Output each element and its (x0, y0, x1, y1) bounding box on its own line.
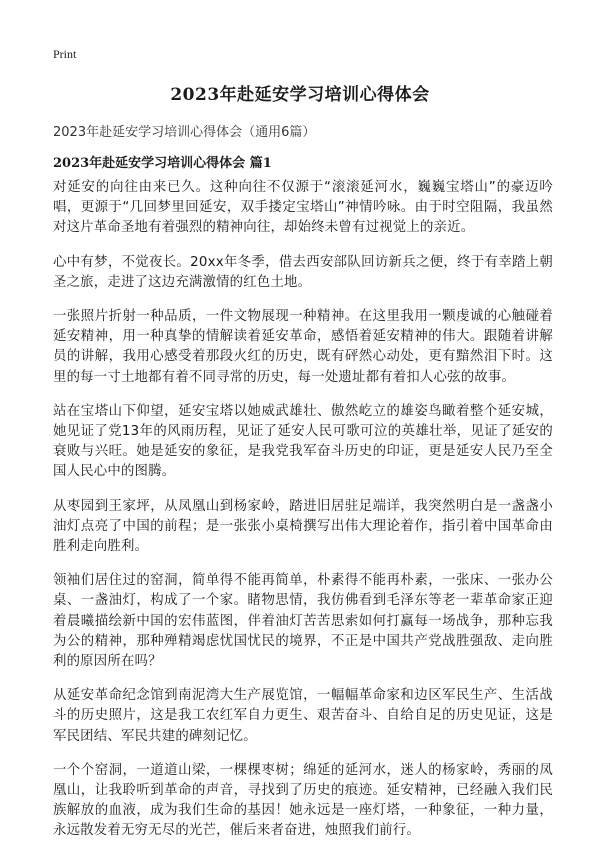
page-title: 2023年赴延安学习培训心得体会 (170, 85, 430, 105)
paragraph: 心中有梦，不觉夜长。20xx年冬季，借去西安部队回访新兵之便，终于有幸踏上朝圣之旅，走进了这边充满激情的红色土地。 (53, 254, 553, 290)
print-link[interactable]: Print (53, 47, 77, 61)
paragraph: 领袖们居住过的窑洞，简单得不能再简单，朴素得不能再朴素，一张床、一张办公桌、一盏油灯，构成了一个家。睹物思情，我仿佛看到毛泽东等老一辈革命家正迎着晨曦描绘新中国的宏伟蓝图，伴着油灯苦苦思索如何打赢每一场战争，那种忘我为公的精神，那种殚精竭虑忧国忧民的境界，不正是中国共产党战胜强敌、走向胜利的原因所在吗？ (53, 573, 553, 670)
section-heading: 2023年赴延安学习培训心得体会 篇1 (53, 156, 272, 171)
paragraph: 从枣园到王家坪，从凤凰山到杨家岭，踏进旧居驻足端详，我突然明白是一盏盏小油灯点亮了中国的前程；是一张张小桌椅撰写出伟大理论着作，指引着中国革命由胜利走向胜利。 (53, 498, 553, 555)
paragraph: 站在宝塔山下仰望，延安宝塔以她威武雄壮、傲然屹立的雄姿鸟瞰着整个延安城，她见证了党13年的风雨历程，见证了延安人民可歌可泣的英雄壮举，见证了延安的衰败与兴旺。她是延安的象征，是我党我军奋斗历史的印证，更是延安人民乃至全国人民心中的图腾。 (53, 403, 553, 480)
article-body (53, 178, 553, 856)
paragraph: 对延安的向往由来已久。这种向往不仅源于“滚滚延河水，巍巍宝塔山”的豪迈吟唱，更源于“几回梦里回延安，双手搂定宝塔山”神情吟咏。由于时空阻隔，我虽然对这片革命圣地有着强烈的精神向往，却始终未曾有过视觉上的亲近。 (53, 180, 553, 236)
document-subtitle: 2023年赴延安学习培训心得体会（通用6篇） (53, 125, 316, 140)
paragraph: 一张照片折射一种品质，一件文物展现一种精神。在这里我用一颗虔诚的心触碰着延安精神，用一种真挚的情解读着延安革命，感悟着延安精神的伟大。跟随着讲解员的讲解，我用心感受着那段火红的历史，既有砰然心动处，更有黯然泪下时。这里的每一寸土地都有着不同寻常的历史，每一处遗址都有着扣人心弦的故事。 (53, 309, 553, 385)
paragraph: 从延安革命纪念馆到南泥湾大生产展览馆，一幅幅革命家和边区军民生产、生活战斗的历史照片，这是我工农红军自力更生、艰苦奋斗、自给自足的历史见证，这是军民团结、军民共建的碑刻记忆。 (53, 688, 553, 744)
paragraph: 一个个窑洞，一道道山梁，一棵棵枣树；绵延的延河水，迷人的杨家岭，秀丽的凤凰山，让我聆听到革命的声音，寻找到了历史的痕迹。延安精神，已经融入我们民族解放的血液，成为我们生命的基因！她永远是一座灯塔，一种象征，一种力量，永远散发着无穷无尽的光芒，催后来者奋进，烛照我们前行。 (53, 762, 553, 839)
